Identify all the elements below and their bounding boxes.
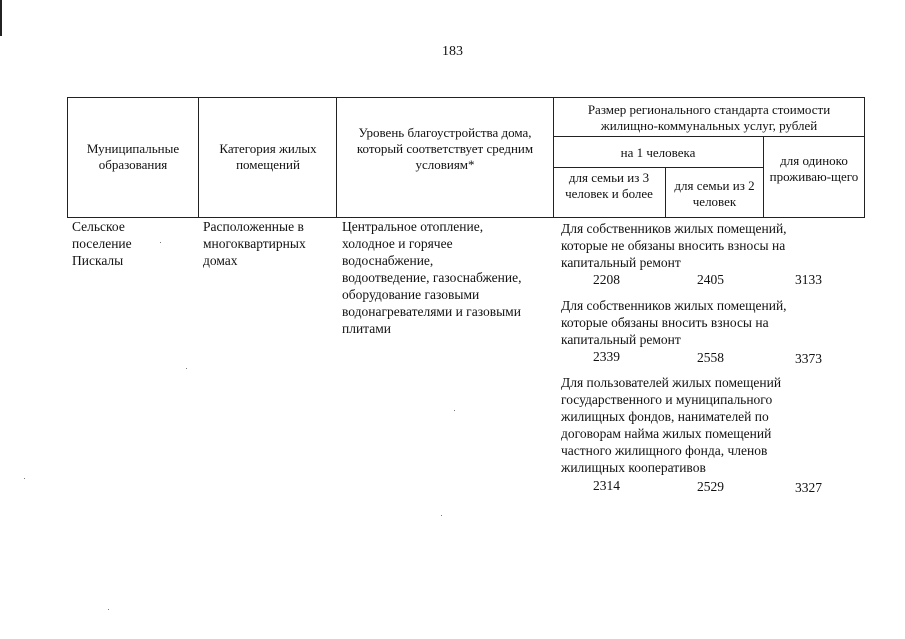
header-family-2: для семьи из 2 человек — [674, 178, 755, 209]
scan-speck — [454, 410, 455, 411]
group-1-label: Для собственников жилых помещений, которые не обязаны вносить взносы на капитальный ремонт — [561, 221, 787, 270]
header-single: для одиноко проживаю-щего — [769, 153, 859, 184]
group-3-family3-value: 2314 — [593, 478, 620, 493]
header-category: Категория жилых помещений — [219, 141, 317, 172]
cell-level: Центральное отопление, холодное и горячее водоснабжение, водоотведение, газоснабжение, оборудование газовыми водонагревателями и газовыми плитами — [342, 219, 522, 336]
cell-municipality: Сельское поселение Пискалы — [72, 219, 132, 268]
header-per-person: на 1 человека — [620, 145, 696, 160]
group-1-family2-value: 2405 — [697, 272, 724, 287]
group-3-label: Для пользователей жилых помещений государственного и муниципального жилищных фондов, нанимателей по договорам найма жилых помещений частного жилищного фонда, членов жилищных кооперативов — [561, 375, 782, 475]
header-family-3: для семьи из 3 человек и более — [565, 170, 653, 201]
header-standard-size: Размер регионального стандарта стоимости жилищно-коммунальных услуг, рублей — [587, 102, 831, 133]
table-header — [67, 97, 865, 218]
page-edge-mark — [0, 0, 2, 36]
scan-speck — [186, 368, 187, 369]
header-level: Уровень благоустройства дома, который соответствует средним условиям* — [356, 125, 534, 172]
group-2-single-value: 3373 — [795, 351, 822, 366]
cell-category: Расположенные в многоквартирных домах — [203, 219, 306, 268]
scan-speck — [441, 515, 442, 516]
group-2-family2-value: 2558 — [697, 350, 724, 365]
group-1-single-value: 3133 — [795, 272, 822, 287]
group-2-label: Для собственников жилых помещений, которые обязаны вносить взносы на капитальный ремонт — [561, 298, 787, 347]
page-number: 183 — [442, 44, 463, 59]
scan-speck — [24, 478, 25, 479]
group-3-family2-value: 2529 — [697, 479, 724, 494]
scan-speck — [160, 242, 161, 243]
group-2-family3-value: 2339 — [593, 349, 620, 364]
group-3-single-value: 3327 — [795, 480, 822, 495]
header-municipality: Муниципальные образования — [86, 141, 180, 172]
scan-speck — [108, 609, 109, 610]
group-1-family3-value: 2208 — [593, 272, 620, 287]
